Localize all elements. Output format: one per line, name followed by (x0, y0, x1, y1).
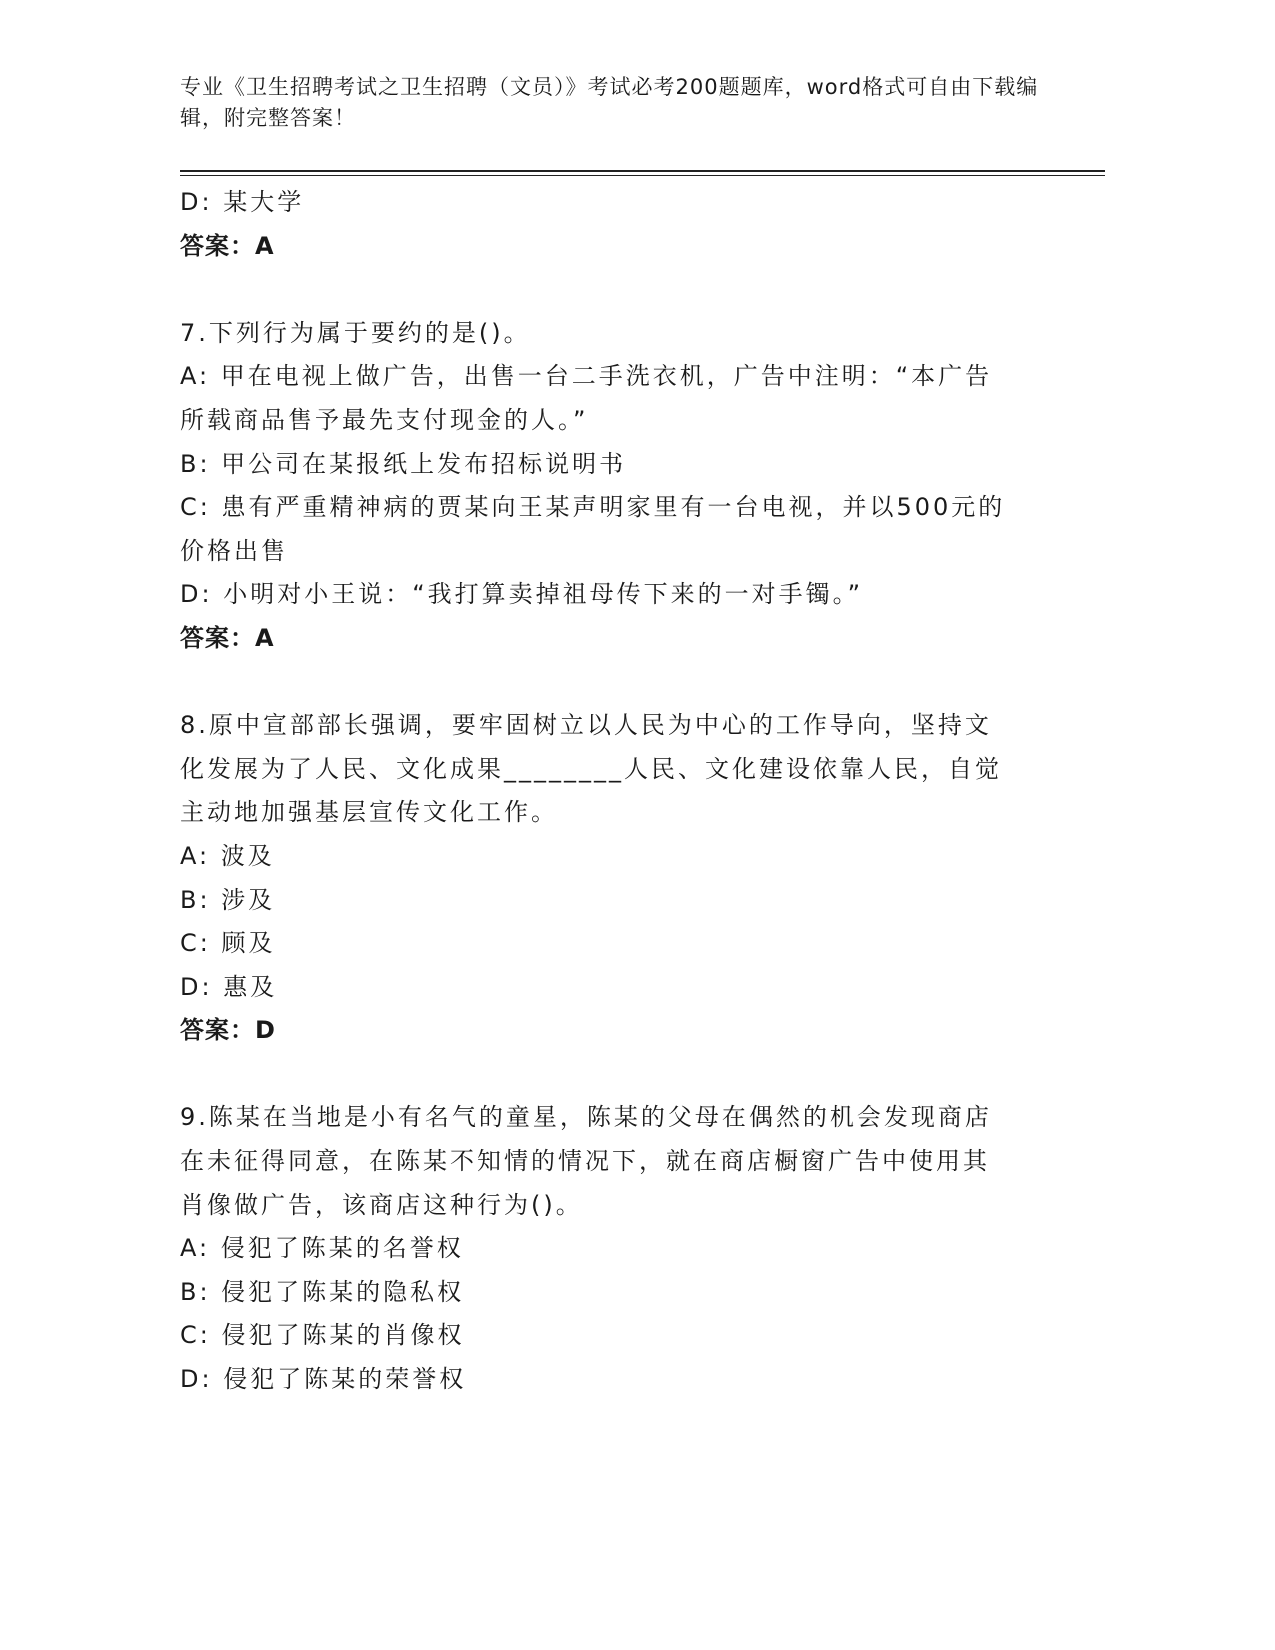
question-list (180, 268, 1040, 1401)
option-line: A: 侵犯了陈某的名誉权 (180, 1234, 464, 1263)
option-line: D: 小明对小王说：“我打算卖掉祖母传下来的一对手镯。” (180, 580, 864, 609)
option-line: 所载商品售予最先支付现金的人。” (180, 405, 589, 434)
option-line: C: 侵犯了陈某的肖像权 (180, 1321, 465, 1350)
question-spacer (180, 661, 1040, 705)
header-text: 专业《卫生招聘考试之卫生招聘（文员）》考试必考200题题库，word格式可自由下载编辑，附完整答案！ (180, 75, 1039, 130)
option-line: 价格出售 (180, 536, 288, 565)
header-divider-thick (180, 170, 1105, 172)
option-line: A: 波及 (180, 841, 275, 870)
question-stem-line: 8.原中宣部部长强调，要牢固树立以人民为中心的工作导向，坚持文 (180, 711, 992, 740)
answer-line: 答案：A (180, 623, 275, 652)
answer-fragment: 答案：A (180, 231, 275, 260)
option-line: A: 甲在电视上做广告，出售一台二手洗衣机，广告中注明：“本广告 (180, 362, 993, 391)
option-line: B: 甲公司在某报纸上发布招标说明书 (180, 449, 627, 478)
document-body (180, 181, 1040, 1402)
answer-line: 答案：D (180, 1016, 276, 1045)
question-stem-line: 在未征得同意，在陈某不知情的情况下，就在商店橱窗广告中使用其 (180, 1147, 990, 1176)
option-line: C: 顾及 (180, 929, 276, 958)
question-block (180, 268, 1040, 660)
option-d-fragment: D: 某大学 (180, 188, 305, 216)
question-block (180, 661, 1040, 1053)
question-block (180, 1053, 1040, 1402)
page-header (180, 72, 1040, 134)
question-stem-line: 肖像做广告，该商店这种行为()。 (180, 1190, 583, 1219)
option-line: C: 患有严重精神病的贾某向王某声明家里有一台电视，并以500元的 (180, 493, 1006, 522)
question-stem-line: 化发展为了人民、文化成果________人民、文化建设依靠人民，自觉 (180, 754, 1002, 783)
option-line: D: 惠及 (180, 972, 278, 1001)
header-divider-thin (180, 175, 1105, 176)
option-line: D: 侵犯了陈某的荣誉权 (180, 1365, 467, 1394)
question-stem-line: 7.下列行为属于要约的是()。 (180, 318, 531, 347)
question-stem-line: 主动地加强基层宣传文化工作。 (180, 798, 558, 827)
question-spacer (180, 1053, 1040, 1097)
option-line: B: 涉及 (180, 885, 276, 914)
question-stem-line: 9.陈某在当地是小有名气的童星，陈某的父母在偶然的机会发现商店 (180, 1103, 992, 1132)
option-line: B: 侵犯了陈某的隐私权 (180, 1277, 465, 1306)
question-spacer (180, 268, 1040, 312)
